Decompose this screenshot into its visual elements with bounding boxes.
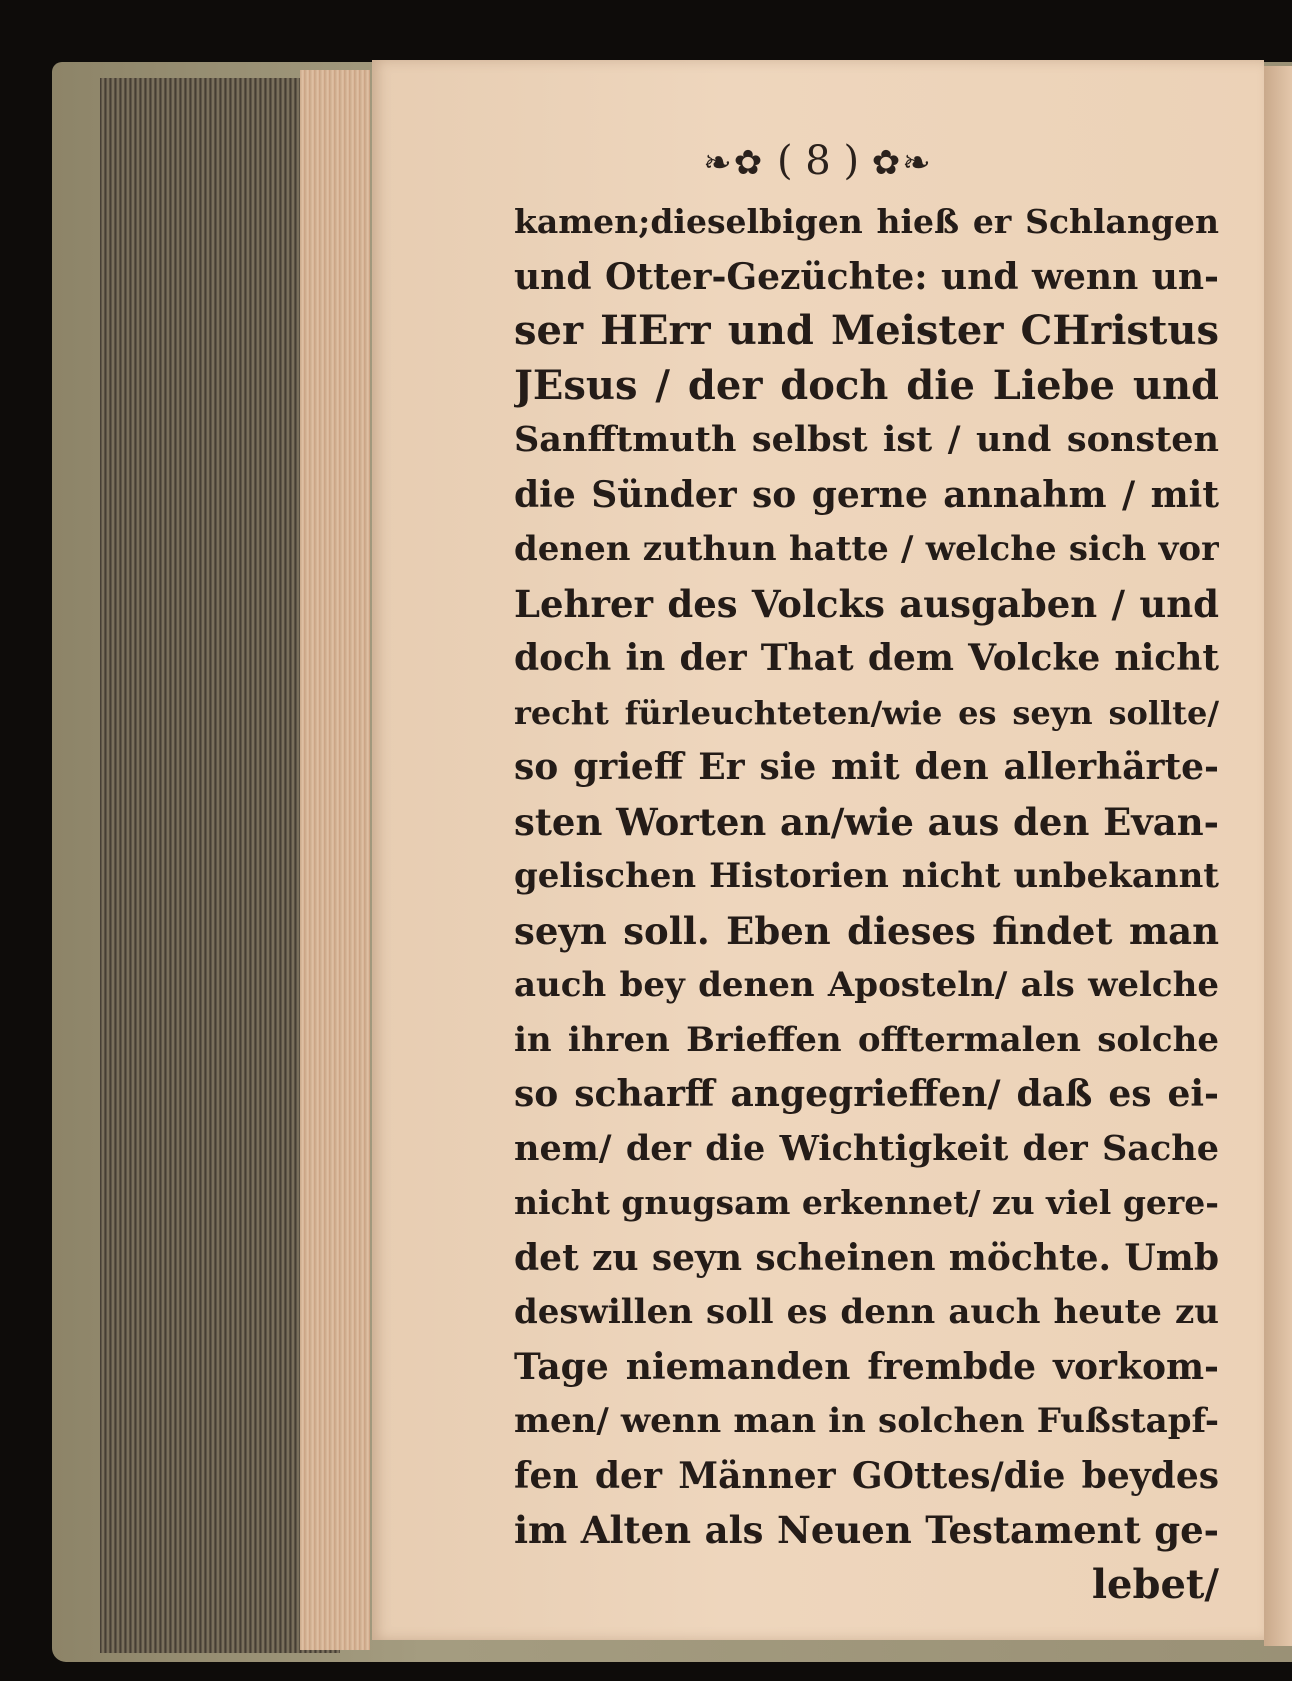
text-line: doch in der That dem Volcke nicht	[514, 637, 1219, 679]
page-edges-inner	[300, 70, 370, 1650]
text-line: nem/ der die Wichtigkeit der Sache	[514, 1127, 1219, 1169]
text-line: Sanfftmuth selbst ist / und sonsten	[514, 419, 1219, 460]
text-line: kamen;dieselbigen hieß er Schlangen	[514, 202, 1219, 241]
text-line: denen zuthun hatte / welche sich vor	[514, 529, 1219, 569]
text-line: und Otter-Gezüchte: und wenn un-	[514, 255, 1219, 298]
text-line: in ihren Brieffen offtermalen solche	[514, 1019, 1219, 1060]
page-text	[514, 195, 1219, 1612]
ornament-left-icon: ❧✿	[703, 143, 765, 183]
page-header	[372, 138, 1264, 184]
text-line: det zu seyn scheinen möchte. Umb	[514, 1236, 1219, 1279]
text-line: fen der Männer GOttes/die beydes	[514, 1454, 1219, 1497]
text-line: so scharff angegrieffen/ daß es ei-	[514, 1073, 1219, 1115]
text-line: deswillen soll es denn auch heute zu	[514, 1292, 1219, 1332]
book-page	[372, 60, 1264, 1640]
ornament-right-icon: ✿❧	[871, 143, 933, 183]
text-line: ser HErr und Meister CHristus	[514, 307, 1219, 354]
text-line: seyn soll. Eben dieses findet man	[514, 908, 1219, 953]
text-line: JEsus / der doch die Liebe und	[514, 361, 1219, 409]
text-line: auch bey denen Aposteln/ als welche	[514, 965, 1219, 1005]
text-line: gelischen Historien nicht unbekannt	[514, 856, 1219, 896]
text-line: nicht gnugsam erkennet/ zu viel gere-	[514, 1183, 1219, 1222]
text-line: Lehrer des Volcks ausgaben / und	[514, 581, 1219, 626]
text-line: men/ wenn man in solchen Fußstapf-	[514, 1401, 1219, 1441]
text-line: im Alten als Neuen Testament ge-	[514, 1508, 1219, 1552]
text-line: so grieff Er sie mit den allerhärte-	[514, 746, 1219, 788]
text-line: die Sünder so gerne annahm / mit	[514, 473, 1219, 516]
text-line: Tage niemanden frembde vorkom-	[514, 1345, 1219, 1388]
text-line: sten Worten an/wie aus den Evan-	[514, 799, 1219, 844]
page-number: ( 8 )	[776, 138, 860, 184]
catchword: lebet/	[1091, 1560, 1219, 1608]
next-page-edge	[1264, 66, 1292, 1646]
text-line: recht fürleuchteten/wie es seyn sollte/	[514, 693, 1219, 732]
